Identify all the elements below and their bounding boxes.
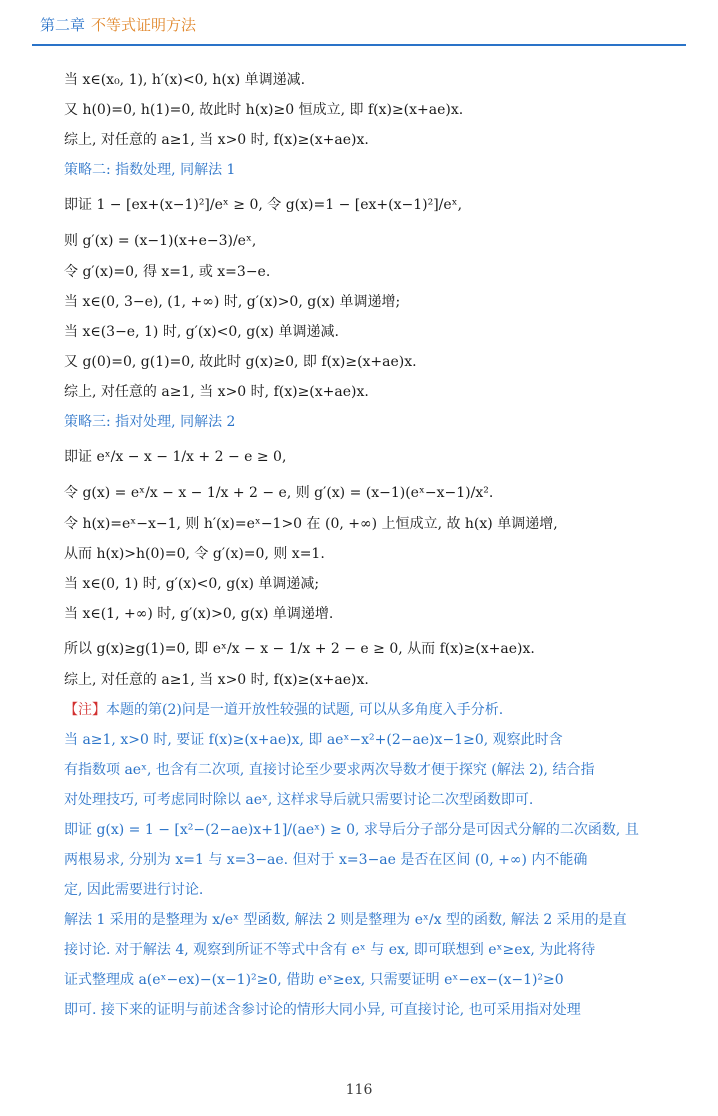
note-text: 本题的第(2)问是一道开放性较强的试题, 可以从多角度入手分析.	[106, 702, 504, 718]
note-line: 定, 因此需要进行讨论.	[64, 882, 204, 898]
solution-line: 从而 h(x)>h(0)=0, 令 g′(x)=0, 则 x=1.	[64, 546, 325, 562]
solution-line: 综上, 对任意的 a≥1, 当 x>0 时, f(x)≥(x+ae)x.	[64, 384, 369, 400]
solution-line: 则 g′(x) = (x−1)(x+e−3)/eˣ,	[64, 233, 257, 249]
note-line: 即证 g(x) = 1 − [x²−(2−ae)x+1]/(aeˣ) ≥ 0, 求导后分子部分是可因式分解的二次函数, 且	[64, 822, 639, 838]
chapter-header	[40, 14, 196, 35]
solution-line: 所以 g(x)≥g(1)=0, 即 eˣ/x − x − 1/x + 2 − e ≥ 0, 从而 f(x)≥(x+ae)x.	[64, 641, 535, 657]
note-section	[64, 700, 666, 1021]
solution-line: 即证 1 − [ex+(x−1)²]/eˣ ≥ 0, 令 g(x)=1 − [ex+(x−1)²]/eˣ,	[64, 197, 463, 213]
solution-line: 当 x∈(0, 3−e), (1, +∞) 时, g′(x)>0, g(x) 单调递增;	[64, 294, 401, 310]
strategy-heading: 策略三: 指对处理, 同解法 2	[64, 414, 236, 430]
header-rule	[32, 44, 686, 46]
note-line: 即可. 接下来的证明与前述含参讨论的情形大同小异, 可直接讨论, 也可采用指对处理	[64, 1002, 581, 1018]
solution-line: 综上, 对任意的 a≥1, 当 x>0 时, f(x)≥(x+ae)x.	[64, 132, 369, 148]
note-line: 有指数项 aeˣ, 也含有二次项, 直接讨论至少要求两次导数才便于探究 (解法 2), 结合指	[64, 762, 595, 778]
note-body	[64, 730, 666, 1021]
page-content	[64, 70, 666, 1030]
solution-line: 令 g(x) = eˣ/x − x − 1/x + 2 − e, 则 g′(x) = (x−1)(eˣ−x−1)/x².	[64, 485, 494, 501]
note-line: 接讨论. 对于解法 4, 观察到所证不等式中含有 eˣ 与 ex, 即可联想到 eˣ≥ex, 为此将待	[64, 942, 596, 958]
note-label: 【注】	[64, 702, 106, 718]
solution-line: 当 x∈(1, +∞) 时, g′(x)>0, g(x) 单调递增.	[64, 606, 334, 622]
note-line: 当 a≥1, x>0 时, 要证 f(x)≥(x+ae)x, 即 aeˣ−x²+(2−ae)x−1≥0, 观察此时含	[64, 732, 563, 748]
solution-line: 当 x∈(0, 1) 时, g′(x)<0, g(x) 单调递减;	[64, 576, 320, 592]
solution-line: 当 x∈(x₀, 1), h′(x)<0, h(x) 单调递减.	[64, 72, 306, 88]
note-line: 解法 1 采用的是整理为 x/eˣ 型函数, 解法 2 则是整理为 eˣ/x 型的函数, 解法 2 采用的是直	[64, 912, 627, 928]
note-line: 对处理技巧, 可考虑同时除以 aeˣ, 这样求导后就只需要讨论二次型函数即可.	[64, 792, 534, 808]
note-line: 证式整理成 a(eˣ−ex)−(x−1)²≥0, 借助 eˣ≥ex, 只需要证明 eˣ−ex−(x−1)²≥0	[64, 972, 564, 988]
solution-line: 又 h(0)=0, h(1)=0, 故此时 h(x)≥0 恒成立, 即 f(x)≥(x+ae)x.	[64, 102, 464, 118]
solution-line: 令 g′(x)=0, 得 x=1, 或 x=3−e.	[64, 264, 271, 280]
solution-line: 综上, 对任意的 a≥1, 当 x>0 时, f(x)≥(x+ae)x.	[64, 672, 369, 688]
strategy-heading: 策略二: 指数处理, 同解法 1	[64, 162, 236, 178]
note-line: 两根易求, 分别为 x=1 与 x=3−ae. 但对于 x=3−ae 是否在区间 (0, +∞) 内不能确	[64, 852, 588, 868]
solution-body	[64, 70, 666, 691]
chapter-number: 第二章	[40, 16, 86, 34]
page-number: 116	[345, 1082, 373, 1098]
solution-line: 当 x∈(3−e, 1) 时, g′(x)<0, g(x) 单调递减.	[64, 324, 339, 340]
solution-line: 又 g(0)=0, g(1)=0, 故此时 g(x)≥0, 即 f(x)≥(x+ae)x.	[64, 354, 417, 370]
note-line	[64, 700, 666, 721]
chapter-title: 不等式证明方法	[91, 16, 197, 34]
solution-line: 令 h(x)=eˣ−x−1, 则 h′(x)=eˣ−1>0 在 (0, +∞) 上恒成立, 故 h(x) 单调递增,	[64, 516, 558, 532]
solution-line: 即证 eˣ/x − x − 1/x + 2 − e ≥ 0,	[64, 449, 287, 465]
